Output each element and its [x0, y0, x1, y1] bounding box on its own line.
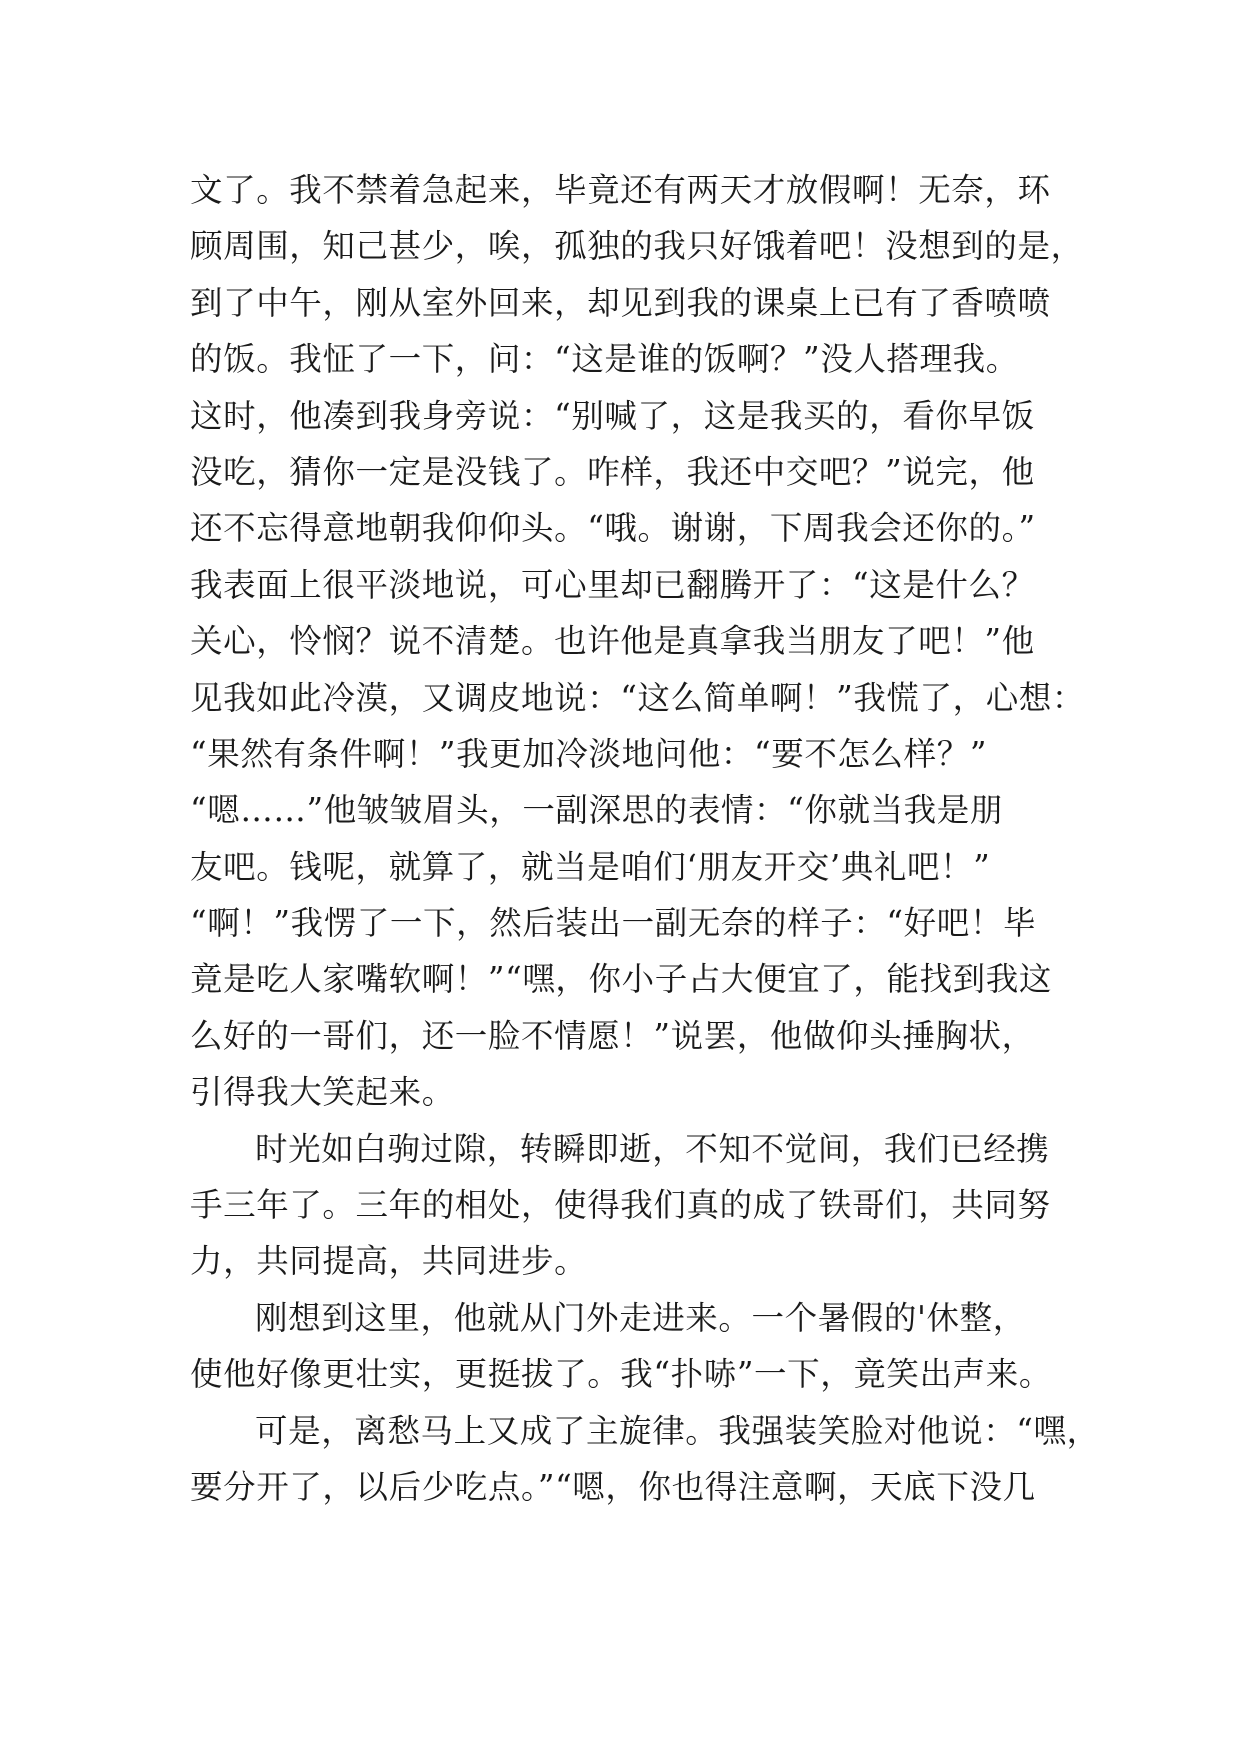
paragraph-4 — [190, 1403, 1100, 1516]
text-line: 文了。我不禁着急起来，毕竟还有两天才放假啊！无奈，环 — [190, 171, 1051, 209]
text-line: 时光如白驹过隙，转瞬即逝，不知不觉间，我们已经携 — [255, 1129, 1050, 1168]
text-line: 可是，离愁马上又成了主旋律。我强装笑脸对他说：“嘿， — [255, 1411, 1100, 1450]
text-line: 见我如此冷漠，又调皮地说：“这么简单啊！”我慌了，心想： — [190, 678, 1086, 717]
text-line: 引得我大笑起来。 — [190, 1073, 455, 1112]
text-line: 我表面上很平淡地说，可心里却已翻腾开了：“这是什么？ — [190, 565, 1035, 604]
text-line: “嗯……”他皱皱眉头，一副深思的表情：“你就当我是朋 — [190, 791, 1003, 830]
text-line: 的饭。我怔了一下，问：“这是谁的饭啊？”没人搭理我。 — [190, 340, 1019, 379]
text-line: 刚想到这里，他就从门外走进来。一个暑假的'休整， — [255, 1298, 1026, 1337]
text-line: 么好的一哥们，还一脸不情愿！”说罢，他做仰头捶胸状， — [190, 1016, 1035, 1055]
text-line: “果然有条件啊！”我更加冷淡地问他：“要不怎么样？” — [190, 734, 988, 773]
text-line: 友吧。钱呢，就算了，就当是咱们‘朋友开交’典礼吧！” — [190, 847, 991, 886]
text-line: 要分开了，以后少吃点。”“嗯，你也得注意啊，天底下没几 — [190, 1467, 1036, 1506]
paragraph-2 — [190, 1121, 1052, 1290]
text-line: 还不忘得意地朝我仰仰头。“哦。谢谢，下周我会还你的。” — [190, 509, 1036, 548]
paragraph-3 — [190, 1290, 1052, 1403]
document-body — [190, 162, 1100, 1515]
text-line: 关心，怜悯？说不清楚。也许他是真拿我当朋友了吧！”他 — [190, 622, 1035, 661]
text-line: 这时，他凑到我身旁说：“别喊了，这是我买的，看你早饭 — [190, 396, 1035, 435]
paragraph-1 — [190, 162, 1086, 1121]
text-line: 顾周围，知己甚少，唉，孤独的我只好饿着吧！没想到的是， — [190, 227, 1084, 266]
text-line: 手三年了。三年的相处，使得我们真的成了铁哥们，共同努 — [190, 1186, 1051, 1225]
text-line: 没吃，猜你一定是没钱了。咋样，我还中交吧？”说完，他 — [190, 452, 1035, 491]
text-line: 竟是吃人家嘴软啊！”“嘿，你小子占大便宜了，能找到我这 — [190, 960, 1052, 999]
text-line: “啊！”我愣了一下，然后装出一副无奈的样子：“好吧！毕 — [190, 904, 1037, 943]
text-line: 使他好像更壮实，更挺拔了。我“扑哧”一下，竟笑出声来。 — [190, 1355, 1052, 1394]
text-line: 到了中午，刚从室外回来，却见到我的课桌上已有了香喷喷 — [190, 283, 1051, 322]
text-line: 力，共同提高，共同进步。 — [190, 1242, 588, 1281]
